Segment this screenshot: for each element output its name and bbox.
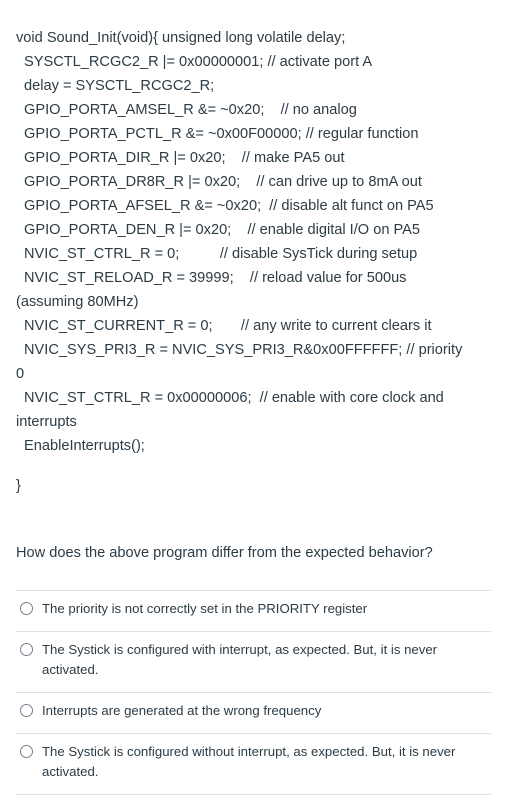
answer-option-label: The Systick is configured with interrupt, as expected. But, it is never activated.: [42, 642, 438, 677]
code-line: SYSCTL_RCGC2_R |= 0x00000001; // activate port A: [24, 54, 373, 70]
code-line: GPIO_PORTA_DIR_R |= 0x20; // make PA5 out: [24, 150, 345, 166]
answer-option-label: Interrupts are generated at the wrong frequency: [42, 703, 322, 718]
spacer: [16, 458, 496, 474]
answer-option-1[interactable]: [16, 590, 491, 631]
answer-option-3[interactable]: [16, 692, 491, 733]
code-line: NVIC_ST_CTRL_R = 0; // disable SysTick during setup: [24, 246, 418, 262]
code-line: 0: [16, 366, 25, 382]
code-block: [16, 26, 496, 498]
radio-icon[interactable]: [20, 704, 33, 717]
code-line: GPIO_PORTA_AFSEL_R &= ~0x20; // disable alt funct on PA5: [24, 198, 434, 214]
code-line: NVIC_ST_CURRENT_R = 0; // any write to current clears it: [24, 318, 432, 334]
radio-icon[interactable]: [20, 602, 33, 615]
code-line: GPIO_PORTA_AMSEL_R &= ~0x20; // no analog: [24, 102, 357, 118]
code-line: NVIC_SYS_PRI3_R = NVIC_SYS_PRI3_R&0x00FFFFFF; // priority: [24, 342, 463, 358]
radio-icon[interactable]: [20, 745, 33, 758]
radio-icon[interactable]: [20, 643, 33, 656]
code-line: (assuming 80MHz): [16, 294, 139, 310]
answer-option-4[interactable]: [16, 733, 491, 795]
code-line: NVIC_ST_RELOAD_R = 39999; // reload value for 500us: [24, 270, 407, 286]
code-line: GPIO_PORTA_PCTL_R &= ~0x00F00000; // regular function: [24, 126, 419, 142]
code-line: EnableInterrupts();: [24, 438, 145, 454]
answer-option-label: The priority is not correctly set in the PRIORITY register: [42, 601, 368, 616]
question-text: How does the above program differ from the expected behavior?: [16, 545, 433, 561]
answer-option-label: The Systick is configured without interrupt, as expected. But, it is never activated.: [42, 744, 456, 779]
code-line: }: [16, 478, 21, 494]
code-line: GPIO_PORTA_DEN_R |= 0x20; // enable digital I/O on PA5: [24, 222, 420, 238]
code-line: GPIO_PORTA_DR8R_R |= 0x20; // can drive up to 8mA out: [24, 174, 422, 190]
code-line: NVIC_ST_CTRL_R = 0x00000006; // enable with core clock and: [24, 390, 444, 406]
code-line: void Sound_Init(void){ unsigned long volatile delay;: [16, 30, 346, 46]
answer-option-2[interactable]: [16, 631, 491, 692]
code-line: interrupts: [16, 414, 77, 430]
code-line: delay = SYSCTL_RCGC2_R;: [24, 78, 215, 94]
answer-options: [16, 590, 491, 795]
